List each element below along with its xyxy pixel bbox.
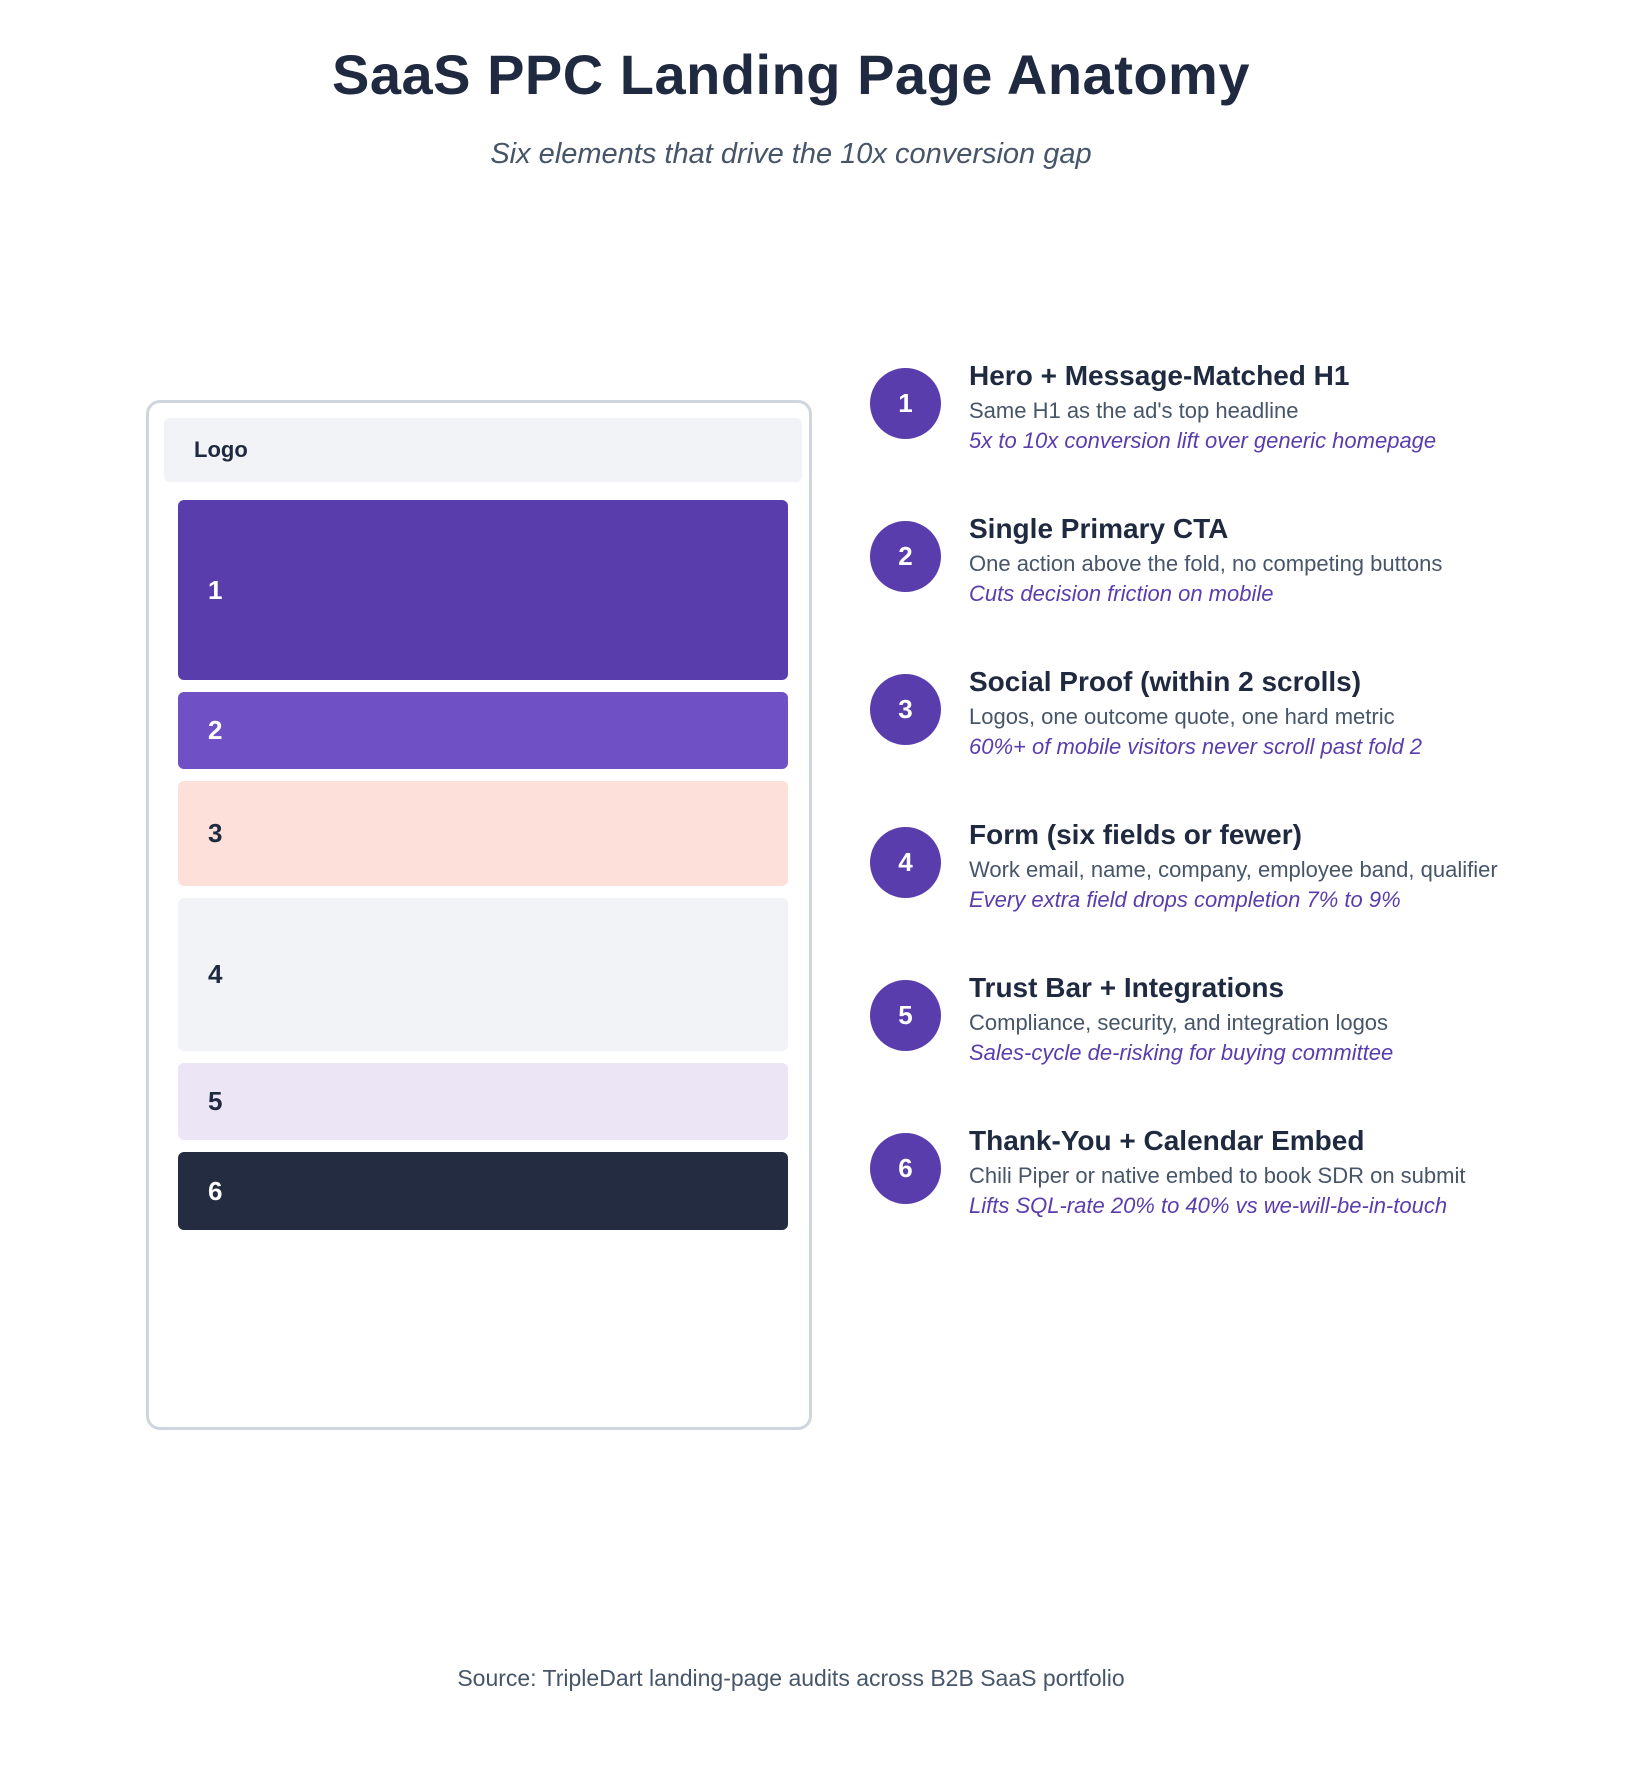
anatomy-item-cta	[870, 513, 1570, 633]
anatomy-item-thank-you	[870, 1125, 1570, 1245]
item-title: Hero + Message-Matched H1	[969, 360, 1350, 391]
number-badge: 3	[870, 674, 941, 745]
number-badge: 2	[870, 521, 941, 592]
anatomy-item-form	[870, 819, 1570, 939]
number-badge: 5	[870, 980, 941, 1051]
mockup-block-form	[178, 898, 788, 1051]
item-stat: Sales-cycle de-risking for buying committee	[969, 1040, 1394, 1065]
mockup-block-number: 1	[208, 574, 223, 605]
number-badge: 1	[870, 368, 941, 439]
item-stat: Cuts decision friction on mobile	[969, 581, 1274, 606]
item-description: One action above the fold, no competing buttons	[969, 551, 1443, 576]
item-description: Chili Piper or native embed to book SDR on submit	[969, 1163, 1466, 1188]
page-subtitle: Six elements that drive the 10x conversion gap	[490, 138, 1092, 170]
item-description: Compliance, security, and integration logos	[969, 1010, 1389, 1035]
item-title: Thank-You + Calendar Embed	[969, 1125, 1365, 1156]
mockup-block-thank-you	[178, 1152, 788, 1230]
item-stat: Every extra field drops completion 7% to 9%	[969, 887, 1401, 912]
item-title: Form (six fields or fewer)	[969, 819, 1302, 850]
mockup-block-number: 5	[208, 1086, 223, 1116]
mockup-block-number: 3	[208, 818, 223, 848]
page-title: SaaS PPC Landing Page Anatomy	[332, 43, 1250, 106]
landing-page-mockup	[146, 400, 812, 1430]
mockup-block-number: 2	[208, 715, 223, 745]
item-title: Single Primary CTA	[969, 513, 1229, 544]
item-description: Same H1 as the ad's top headline	[969, 398, 1299, 423]
number-badge: 4	[870, 827, 941, 898]
mockup-block-number: 6	[208, 1175, 223, 1206]
item-title: Trust Bar + Integrations	[969, 972, 1285, 1003]
number-badge: 6	[870, 1133, 941, 1204]
mockup-block-trust-bar	[178, 1063, 788, 1140]
item-stat: 5x to 10x conversion lift over generic homepage	[969, 428, 1437, 453]
anatomy-item-trust-bar	[870, 972, 1570, 1092]
mockup-block-social-proof	[178, 781, 788, 886]
mockup-block-hero	[178, 500, 788, 680]
mockup-logo-bar: Logo	[164, 418, 802, 482]
item-description: Logos, one outcome quote, one hard metric	[969, 704, 1395, 729]
item-title: Social Proof (within 2 scrolls)	[969, 666, 1362, 697]
item-stat: 60%+ of mobile visitors never scroll past fold 2	[969, 734, 1423, 759]
anatomy-item-hero	[870, 360, 1570, 480]
anatomy-item-social-proof	[870, 666, 1570, 786]
item-stat: Lifts SQL-rate 20% to 40% vs we-will-be-in-touch	[969, 1193, 1448, 1218]
mockup-block-cta	[178, 692, 788, 769]
mockup-block-number: 4	[208, 959, 223, 989]
item-description: Work email, name, company, employee band, qualifier	[969, 857, 1498, 882]
source-note: Source: TripleDart landing-page audits across B2B SaaS portfolio	[457, 1665, 1125, 1691]
